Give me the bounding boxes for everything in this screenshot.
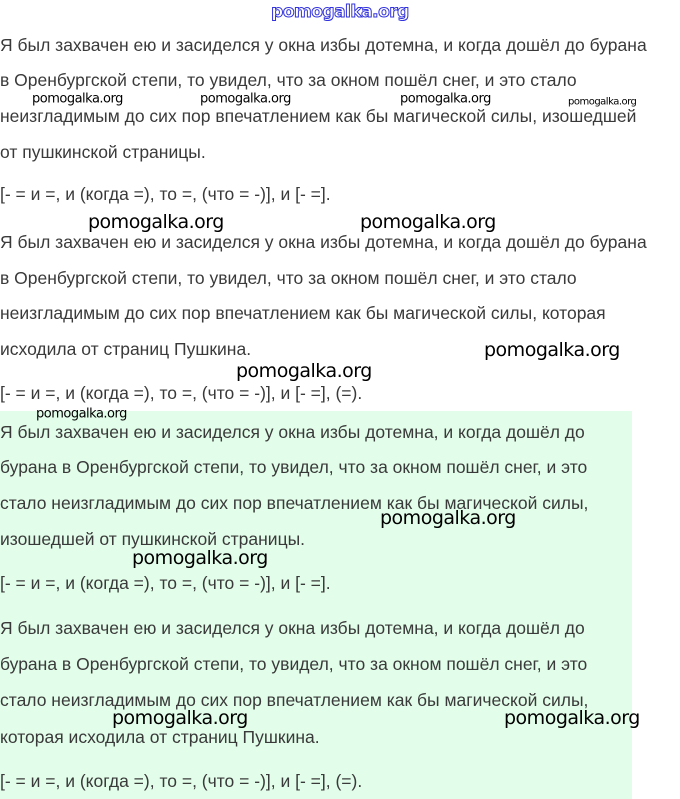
- text-line: от пушкинской страницы.: [0, 142, 206, 162]
- watermark: pomogalka.org: [200, 91, 291, 107]
- watermark: pomogalka.org: [112, 707, 248, 729]
- watermark: pomogalka.org: [88, 211, 224, 233]
- text-line: которая исходила от страниц Пушкина.: [0, 727, 320, 747]
- text-line: Я был захвачен ею и засиделся у окна избы дотемна, и когда дошёл до: [0, 422, 585, 442]
- watermark: pomogalka.org: [504, 707, 640, 729]
- watermark: pomogalka.org: [380, 507, 516, 529]
- text-line: бурана в Оренбургской степи, то увидел, что за окном пошёл снег, и это: [0, 654, 588, 674]
- sentence-scheme: [- = и =, и (когда =), то =, (что = -)], и [- =], (=).: [0, 383, 363, 403]
- sentence-scheme: [- = и =, и (когда =), то =, (что = -)], и [- =], (=).: [0, 771, 363, 791]
- text-line: неизгладимым до сих пор впечатлением как бы магической силы, которая: [0, 303, 606, 323]
- watermark: pomogalka.org: [484, 339, 620, 361]
- sentence-scheme: [- = и =, и (когда =), то =, (что = -)], и [- =].: [0, 184, 331, 204]
- text-line: Я был захвачен ею и засиделся у окна избы дотемна, и когда дошёл до: [0, 618, 585, 638]
- watermark: pomogalka.org: [360, 211, 496, 233]
- text-line: Я был захвачен ею и засиделся у окна избы дотемна, и когда дошёл до бурана: [0, 232, 647, 252]
- text-line: бурана в Оренбургской степи, то увидел, что за окном пошёл снег, и это: [0, 457, 588, 477]
- watermark: pomogalka.org: [36, 406, 127, 422]
- text-line: в Оренбургской степи, то увидел, что за окном пошёл снег, и это стало: [0, 70, 577, 90]
- text-line: стало неизгладимым до сих пор впечатлением как бы магической силы,: [0, 690, 589, 710]
- watermark: pomogalka.org: [132, 547, 268, 569]
- text-line: Я был захвачен ею и засиделся у окна избы дотемна, и когда дошёл до бурана: [0, 35, 647, 55]
- watermark: pomogalka.org: [32, 91, 123, 107]
- text-line: стало неизгладимым до сих пор впечатлением как бы магической силы,: [0, 493, 589, 513]
- top-watermark: pomogalka.org: [271, 2, 409, 22]
- text-line: в Оренбургской степи, то увидел, что за окном пошёл снег, и это стало: [0, 268, 577, 288]
- text-line: неизгладимым до сих пор впечатлением как бы магической силы, изошедшей: [0, 106, 637, 126]
- sentence-scheme: [- = и =, и (когда =), то =, (что = -)], и [- =].: [0, 573, 331, 593]
- watermark: pomogalka.org: [400, 91, 491, 107]
- watermark: pomogalka.org: [236, 360, 372, 382]
- watermark: pomogalka.org: [568, 96, 637, 108]
- text-line: изошедшей от пушкинской страницы.: [0, 529, 306, 549]
- text-line: исходила от страниц Пушкина.: [0, 339, 252, 359]
